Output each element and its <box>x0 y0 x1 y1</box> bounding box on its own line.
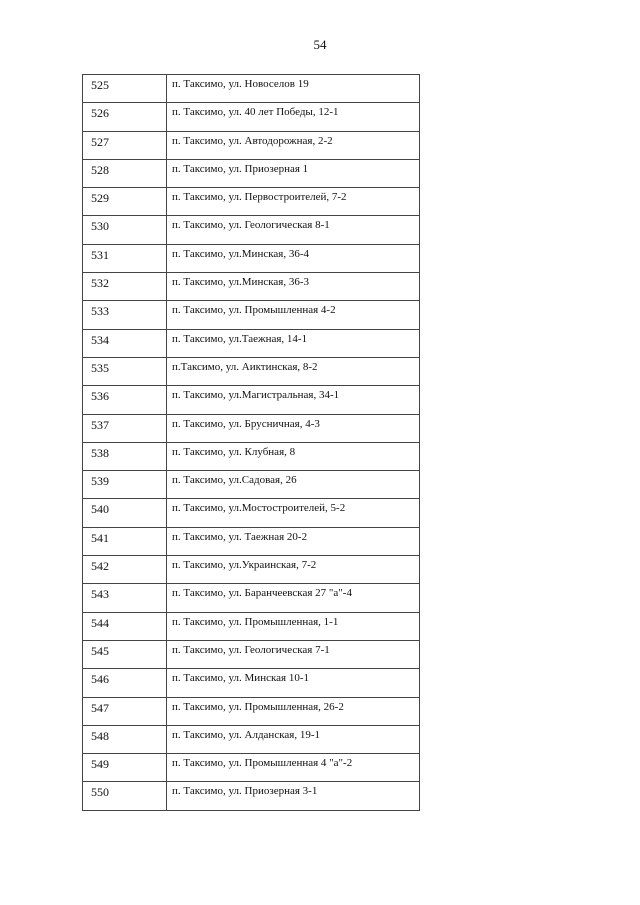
table-row <box>83 669 420 697</box>
row-number-cell: 531 <box>83 244 167 272</box>
address-cell: п. Таксимо, ул. Промышленная 4 "а"-2 <box>167 754 420 782</box>
table-row <box>83 386 420 414</box>
table-row <box>83 442 420 470</box>
row-number-cell: 537 <box>83 414 167 442</box>
table-row <box>83 414 420 442</box>
row-number-cell: 545 <box>83 640 167 668</box>
address-cell: п.Таксимо, ул. Аиктинская, 8-2 <box>167 357 420 385</box>
table-row <box>83 527 420 555</box>
address-cell: п. Таксимо, ул.Минская, 36-4 <box>167 244 420 272</box>
address-cell: п. Таксимо, ул.Таежная, 14-1 <box>167 329 420 357</box>
table-row <box>83 471 420 499</box>
address-cell: п. Таксимо, ул. Промышленная 4-2 <box>167 301 420 329</box>
table-row <box>83 244 420 272</box>
table-row <box>83 612 420 640</box>
address-table-body <box>83 75 420 811</box>
row-number-cell: 528 <box>83 159 167 187</box>
row-number-cell: 539 <box>83 471 167 499</box>
address-cell: п. Таксимо, ул. Приозерная 3-1 <box>167 782 420 810</box>
row-number-cell: 532 <box>83 273 167 301</box>
table-row <box>83 329 420 357</box>
table-row <box>83 697 420 725</box>
row-number-cell: 543 <box>83 584 167 612</box>
address-cell: п. Таксимо, ул.Садовая, 26 <box>167 471 420 499</box>
row-number-cell: 529 <box>83 188 167 216</box>
address-cell: п. Таксимо, ул. Брусничная, 4-3 <box>167 414 420 442</box>
row-number-cell: 549 <box>83 754 167 782</box>
row-number-cell: 533 <box>83 301 167 329</box>
table-row <box>83 216 420 244</box>
address-table <box>82 74 420 811</box>
row-number-cell: 530 <box>83 216 167 244</box>
page-number: 54 <box>313 37 327 52</box>
row-number-cell: 535 <box>83 357 167 385</box>
address-cell: п. Таксимо, ул. Новоселов 19 <box>167 75 420 103</box>
address-cell: п. Таксимо, ул.Мостостроителей, 5-2 <box>167 499 420 527</box>
address-cell: п. Таксимо, ул. Промышленная, 1-1 <box>167 612 420 640</box>
table-row <box>83 75 420 103</box>
table-row <box>83 103 420 131</box>
row-number-cell: 548 <box>83 725 167 753</box>
address-cell: п. Таксимо, ул. Баранчеевская 27 "а"-4 <box>167 584 420 612</box>
table-row <box>83 725 420 753</box>
row-number-cell: 526 <box>83 103 167 131</box>
row-number-cell: 538 <box>83 442 167 470</box>
table-row <box>83 273 420 301</box>
row-number-cell: 542 <box>83 556 167 584</box>
address-cell: п. Таксимо, ул. 40 лет Победы, 12-1 <box>167 103 420 131</box>
address-cell: п. Таксимо, ул. Первостроителей, 7-2 <box>167 188 420 216</box>
address-cell: п. Таксимо, ул.Украинская, 7-2 <box>167 556 420 584</box>
address-cell: п. Таксимо, ул. Геологическая 8-1 <box>167 216 420 244</box>
row-number-cell: 536 <box>83 386 167 414</box>
row-number-cell: 540 <box>83 499 167 527</box>
address-cell: п. Таксимо, ул.Магистральная, 34-1 <box>167 386 420 414</box>
table-row <box>83 131 420 159</box>
table-row <box>83 584 420 612</box>
table-row <box>83 357 420 385</box>
table-row <box>83 754 420 782</box>
table-row <box>83 188 420 216</box>
row-number-cell: 546 <box>83 669 167 697</box>
address-cell: п. Таксимо, ул. Алданская, 19-1 <box>167 725 420 753</box>
address-cell: п. Таксимо, ул. Автодорожная, 2-2 <box>167 131 420 159</box>
row-number-cell: 547 <box>83 697 167 725</box>
row-number-cell: 550 <box>83 782 167 810</box>
table-row <box>83 640 420 668</box>
address-cell: п. Таксимо, ул. Приозерная 1 <box>167 159 420 187</box>
row-number-cell: 541 <box>83 527 167 555</box>
row-number-cell: 544 <box>83 612 167 640</box>
address-cell: п. Таксимо, ул. Клубная, 8 <box>167 442 420 470</box>
address-cell: п. Таксимо, ул. Таежная 20-2 <box>167 527 420 555</box>
table-row <box>83 159 420 187</box>
table-row <box>83 782 420 810</box>
table-row <box>83 499 420 527</box>
address-cell: п. Таксимо, ул.Минская, 36-3 <box>167 273 420 301</box>
row-number-cell: 527 <box>83 131 167 159</box>
address-cell: п. Таксимо, ул. Промышленная, 26-2 <box>167 697 420 725</box>
address-cell: п. Таксимо, ул. Геологическая 7-1 <box>167 640 420 668</box>
table-row <box>83 556 420 584</box>
table-row <box>83 301 420 329</box>
row-number-cell: 534 <box>83 329 167 357</box>
row-number-cell: 525 <box>83 75 167 103</box>
address-cell: п. Таксимо, ул. Минская 10-1 <box>167 669 420 697</box>
